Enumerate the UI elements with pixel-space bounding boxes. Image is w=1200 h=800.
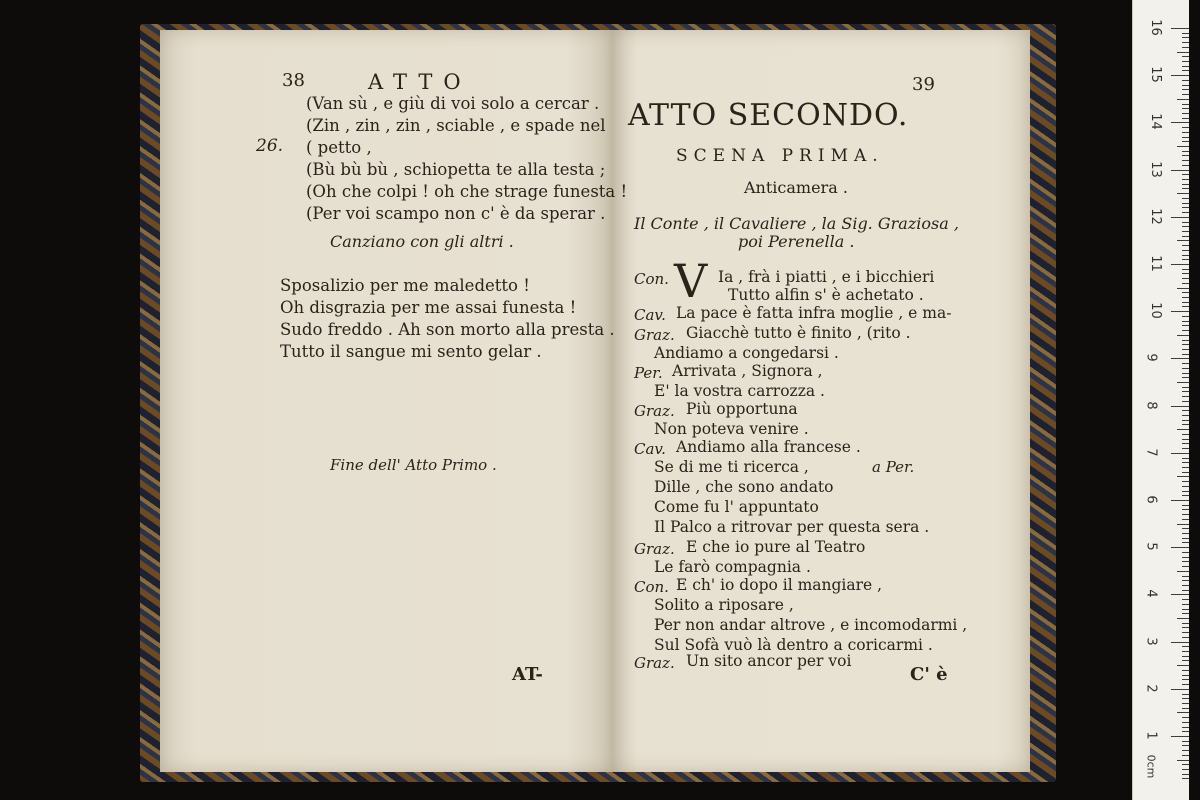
ruler-tick xyxy=(1171,170,1189,171)
ruler-tick xyxy=(1182,684,1189,685)
ruler-tick xyxy=(1182,354,1189,355)
speaker-label: Graz. xyxy=(634,326,675,344)
ruler-tick xyxy=(1182,439,1189,440)
ruler-tick xyxy=(1182,245,1189,246)
ruler-tick xyxy=(1182,613,1189,614)
ruler-tick xyxy=(1182,698,1189,699)
ruler-tick xyxy=(1182,184,1189,185)
verse-line: (Per voi scampo non c' è da sperar . xyxy=(306,204,606,223)
ruler-number: 16 xyxy=(1147,19,1163,36)
scene-title: SCENA PRIMA. xyxy=(676,146,884,166)
ruler-number: 13 xyxy=(1147,160,1163,178)
ruler-tick xyxy=(1182,368,1189,369)
ruler-tick xyxy=(1182,212,1189,213)
ruler-tick xyxy=(1171,547,1189,548)
ruler-tick xyxy=(1182,731,1189,732)
dialogue-line: Per non andar altrove , e incomodarmi , xyxy=(654,616,968,634)
ruler-tick xyxy=(1182,316,1189,317)
dialogue-line: Arrivata , Signora , xyxy=(672,362,823,380)
ruler-tick xyxy=(1171,311,1189,312)
ruler-tick xyxy=(1182,349,1189,350)
ruler-tick xyxy=(1182,519,1189,520)
ruler-tick xyxy=(1182,632,1189,633)
speaker-label: Graz. xyxy=(634,402,675,420)
ruler-tick xyxy=(1182,155,1189,156)
right-page-number: 39 xyxy=(912,74,935,95)
ruler-tick xyxy=(1182,627,1189,628)
ruler-tick xyxy=(1171,500,1189,501)
speaker-label: Cav. xyxy=(634,440,666,458)
ruler-tick xyxy=(1182,363,1189,364)
ruler-tick xyxy=(1182,505,1189,506)
act-title: ATTO SECONDO. xyxy=(628,98,909,133)
speaker-heading: Canziano con gli altri . xyxy=(330,232,514,251)
verse-line: Sudo freddo . Ah son morto alla presta . xyxy=(280,320,615,339)
ruler-tick xyxy=(1182,486,1189,487)
ruler-tick xyxy=(1182,61,1189,62)
ruler-tick xyxy=(1182,340,1189,341)
ruler-tick xyxy=(1182,330,1189,331)
ruler-tick xyxy=(1182,250,1189,251)
ruler-tick xyxy=(1182,509,1189,510)
ruler-tick xyxy=(1182,321,1189,322)
ruler-tick xyxy=(1182,273,1189,274)
ruler-number: 12 xyxy=(1147,208,1163,225)
ruler-tick xyxy=(1182,207,1189,208)
ruler-tick xyxy=(1182,528,1189,529)
ruler-tick xyxy=(1182,708,1189,709)
margin-number: 26. xyxy=(256,136,284,156)
ruler-tick xyxy=(1182,47,1189,48)
ruler-number: 15 xyxy=(1147,66,1163,83)
ruler-tick xyxy=(1182,165,1189,166)
ruler-tick xyxy=(1182,458,1189,459)
dialogue-line: Dille , che sono andato xyxy=(654,478,834,496)
dialogue-line: Le farò compagnia . xyxy=(654,558,811,576)
ruler-tick xyxy=(1177,760,1189,761)
ruler-tick xyxy=(1182,646,1189,647)
characters-line: poi Perenella . xyxy=(738,232,855,251)
ruler-tick xyxy=(1182,222,1189,223)
speaker-label: Graz. xyxy=(634,654,675,672)
ruler-tick xyxy=(1171,689,1189,690)
dialogue-line: Giacchè tutto è finito , (rito . xyxy=(686,324,911,342)
ruler-tick xyxy=(1182,141,1189,142)
ruler-tick xyxy=(1171,358,1189,359)
ruler-tick xyxy=(1182,113,1189,114)
ruler-tick xyxy=(1182,89,1189,90)
ruler-tick xyxy=(1177,193,1189,194)
ruler-number: 11 xyxy=(1147,255,1163,272)
ruler-tick xyxy=(1182,198,1189,199)
ruler-tick xyxy=(1182,231,1189,232)
ruler-tick xyxy=(1182,203,1189,204)
ruler-tick xyxy=(1182,188,1189,189)
ruler-tick xyxy=(1177,240,1189,241)
speaker-label: Con. xyxy=(634,578,669,596)
ruler-tick xyxy=(1182,137,1189,138)
ruler-number: 6 xyxy=(1143,495,1159,504)
ruler-tick xyxy=(1182,179,1189,180)
dialogue-line: Solito a riposare , xyxy=(654,596,794,614)
ruler-tick xyxy=(1182,764,1189,765)
dialogue-line: La pace è fatta infra moglie , e ma- xyxy=(676,304,952,322)
ruler-tick xyxy=(1182,127,1189,128)
verse-line: (Bù bù bù , schiopetta te alla testa ; xyxy=(306,160,606,179)
ruler-tick xyxy=(1182,174,1189,175)
ruler-tick xyxy=(1171,406,1189,407)
ruler-tick xyxy=(1177,146,1189,147)
ruler-tick xyxy=(1171,217,1189,218)
ruler-tick xyxy=(1182,56,1189,57)
ruler-tick xyxy=(1182,604,1189,605)
ruler-tick xyxy=(1182,443,1189,444)
scene-location: Anticamera . xyxy=(744,178,848,197)
ruler-tick xyxy=(1177,335,1189,336)
ruler-tick xyxy=(1182,637,1189,638)
ruler-tick xyxy=(1171,75,1189,76)
ruler-number: 10 xyxy=(1147,302,1163,319)
ruler-tick xyxy=(1182,420,1189,421)
ruler-tick xyxy=(1177,429,1189,430)
dialogue-line: Più opportuna xyxy=(686,400,798,418)
ruler-tick xyxy=(1182,727,1189,728)
ruler-tick xyxy=(1177,382,1189,383)
left-page-number: 38 xyxy=(282,70,305,91)
verse-line: Sposalizio per me maledetto ! xyxy=(280,276,530,295)
verse-line: (Oh che colpi ! oh che strage funesta ! xyxy=(306,182,628,201)
dialogue-line: Un sito ancor per voi xyxy=(686,652,852,670)
ruler-number: 1 xyxy=(1143,731,1159,740)
ruler-tick xyxy=(1182,391,1189,392)
ruler-unit: 0cm xyxy=(1144,754,1158,779)
ruler-tick xyxy=(1182,670,1189,671)
ruler-tick xyxy=(1182,599,1189,600)
ruler-tick xyxy=(1182,675,1189,676)
ruler-tick xyxy=(1182,741,1189,742)
ruler-tick xyxy=(1177,524,1189,525)
ruler-tick xyxy=(1182,292,1189,293)
ruler-tick xyxy=(1182,387,1189,388)
ruler-tick xyxy=(1182,590,1189,591)
ruler-tick xyxy=(1171,264,1189,265)
ruler-tick xyxy=(1182,259,1189,260)
ruler-tick xyxy=(1182,108,1189,109)
ruler-tick xyxy=(1182,533,1189,534)
dialogue-line: E' la vostra carrozza . xyxy=(654,382,825,400)
ruler-tick xyxy=(1171,736,1189,737)
ruler-tick xyxy=(1182,651,1189,652)
ruler-number: 7 xyxy=(1143,448,1159,457)
ruler-tick xyxy=(1177,712,1189,713)
ruler-tick xyxy=(1182,491,1189,492)
dialogue-line: Andiamo a congedarsi . xyxy=(654,344,839,362)
ruler-tick xyxy=(1177,665,1189,666)
ruler-tick xyxy=(1182,774,1189,775)
ruler-tick xyxy=(1182,42,1189,43)
ruler-tick xyxy=(1182,325,1189,326)
ruler-tick xyxy=(1182,297,1189,298)
running-head: ATTO xyxy=(368,70,472,94)
ruler-tick xyxy=(1182,283,1189,284)
drop-cap: V xyxy=(674,254,708,308)
left-page xyxy=(160,30,613,772)
dialogue-line: Andiamo alla francese . xyxy=(676,438,861,456)
ruler-tick xyxy=(1182,448,1189,449)
ruler-tick xyxy=(1177,476,1189,477)
dialogue-line: Se di me ti ricerca , xyxy=(654,458,809,476)
measurement-ruler xyxy=(1132,0,1189,800)
ruler-tick xyxy=(1182,755,1189,756)
speaker-label: Per. xyxy=(634,364,663,382)
ruler-tick xyxy=(1182,236,1189,237)
dialogue-line: Il Palco a ritrovar per questa sera . xyxy=(654,518,930,536)
ruler-tick xyxy=(1182,623,1189,624)
ruler-tick xyxy=(1177,52,1189,53)
ruler-tick xyxy=(1171,453,1189,454)
ruler-tick xyxy=(1182,769,1189,770)
verse-line: Oh disgrazia per me assai funesta ! xyxy=(280,298,577,317)
ruler-number: 8 xyxy=(1143,400,1159,410)
ruler-tick xyxy=(1182,306,1189,307)
ruler-tick xyxy=(1182,462,1189,463)
ruler-tick xyxy=(1177,288,1189,289)
ruler-tick xyxy=(1182,70,1189,71)
ruler-tick xyxy=(1182,85,1189,86)
ruler-tick xyxy=(1182,566,1189,567)
dialogue-line: Tutto alfin s' è achetato . xyxy=(728,286,924,304)
ruler-tick xyxy=(1182,94,1189,95)
ruler-tick xyxy=(1182,424,1189,425)
ruler-tick xyxy=(1182,660,1189,661)
ruler-tick xyxy=(1182,226,1189,227)
ruler-tick xyxy=(1177,571,1189,572)
ruler-number: 14 xyxy=(1147,113,1163,131)
ruler-tick xyxy=(1182,255,1189,256)
ruler-tick xyxy=(1182,344,1189,345)
speaker-label: Con. xyxy=(634,270,669,288)
ruler-tick xyxy=(1177,99,1189,100)
ruler-tick xyxy=(1182,66,1189,67)
ruler-tick xyxy=(1182,722,1189,723)
ruler-tick xyxy=(1182,694,1189,695)
speaker-label: Graz. xyxy=(634,540,675,558)
ruler-tick xyxy=(1182,576,1189,577)
ruler-tick xyxy=(1182,80,1189,81)
ruler-tick xyxy=(1182,467,1189,468)
ruler-tick xyxy=(1182,717,1189,718)
ruler-number: 2 xyxy=(1143,684,1159,693)
ruler-number: 5 xyxy=(1143,542,1159,551)
ruler-tick xyxy=(1182,538,1189,539)
characters-line: Il Conte , il Cavaliere , la Sig. Graziosa , xyxy=(634,214,959,233)
ruler-tick xyxy=(1171,122,1189,123)
end-of-act-note: Fine dell' Atto Primo . xyxy=(330,456,497,474)
ruler-tick xyxy=(1182,396,1189,397)
ruler-tick xyxy=(1182,415,1189,416)
verse-line: (Van sù , e giù di voi solo a cercar . xyxy=(306,94,600,113)
ruler-tick xyxy=(1182,778,1189,779)
ruler-tick xyxy=(1182,703,1189,704)
ruler-tick xyxy=(1182,580,1189,581)
ruler-tick xyxy=(1182,472,1189,473)
ruler-tick xyxy=(1182,373,1189,374)
ruler-tick xyxy=(1182,495,1189,496)
ruler-tick xyxy=(1182,401,1189,402)
dialogue-line: Non poteva venire . xyxy=(654,420,809,438)
ruler-tick xyxy=(1182,302,1189,303)
ruler-tick xyxy=(1182,585,1189,586)
dialogue-line: E che io pure al Teatro xyxy=(686,538,866,556)
verse-line: Tutto il sangue mi sento gelar . xyxy=(280,342,542,361)
ruler-tick xyxy=(1171,594,1189,595)
stage-direction: a Per. xyxy=(872,458,915,476)
speaker-label: Cav. xyxy=(634,306,666,324)
ruler-tick xyxy=(1171,28,1189,29)
ruler-tick xyxy=(1182,745,1189,746)
ruler-tick xyxy=(1182,377,1189,378)
ruler-tick xyxy=(1182,33,1189,34)
ruler-tick xyxy=(1182,104,1189,105)
ruler-number: 4 xyxy=(1143,589,1159,599)
ruler-tick xyxy=(1182,750,1189,751)
ruler-tick xyxy=(1182,542,1189,543)
ruler-tick xyxy=(1182,410,1189,411)
verse-line: (Zin , zin , zin , sciable , e spade nel xyxy=(306,116,606,135)
dialogue-line: E ch' io dopo il mangiare , xyxy=(676,576,883,594)
ruler-tick xyxy=(1182,132,1189,133)
ruler-tick xyxy=(1182,561,1189,562)
ruler-tick xyxy=(1182,37,1189,38)
ruler-number: 3 xyxy=(1143,636,1159,646)
catchword-left: AT- xyxy=(512,664,543,685)
verse-line: ( petto , xyxy=(306,138,372,157)
ruler-tick xyxy=(1182,118,1189,119)
ruler-tick xyxy=(1182,656,1189,657)
ruler-tick xyxy=(1182,278,1189,279)
dialogue-line: Come fu l' appuntato xyxy=(654,498,819,516)
dialogue-line: Sul Sofà vuò là dentro a coricarmi . xyxy=(654,636,933,654)
ruler-tick xyxy=(1182,557,1189,558)
ruler-tick xyxy=(1171,642,1189,643)
ruler-tick xyxy=(1182,514,1189,515)
ruler-tick xyxy=(1182,679,1189,680)
ruler-tick xyxy=(1182,269,1189,270)
ruler-tick xyxy=(1182,609,1189,610)
ruler-tick xyxy=(1182,481,1189,482)
catchword-right: C' è xyxy=(910,664,948,685)
ruler-tick xyxy=(1182,151,1189,152)
dialogue-line: Ia , frà i piatti , e i bicchieri xyxy=(718,268,935,286)
ruler-number: 9 xyxy=(1143,353,1159,363)
ruler-tick xyxy=(1182,552,1189,553)
ruler-tick xyxy=(1182,160,1189,161)
ruler-tick xyxy=(1182,434,1189,435)
ruler-tick xyxy=(1177,618,1189,619)
